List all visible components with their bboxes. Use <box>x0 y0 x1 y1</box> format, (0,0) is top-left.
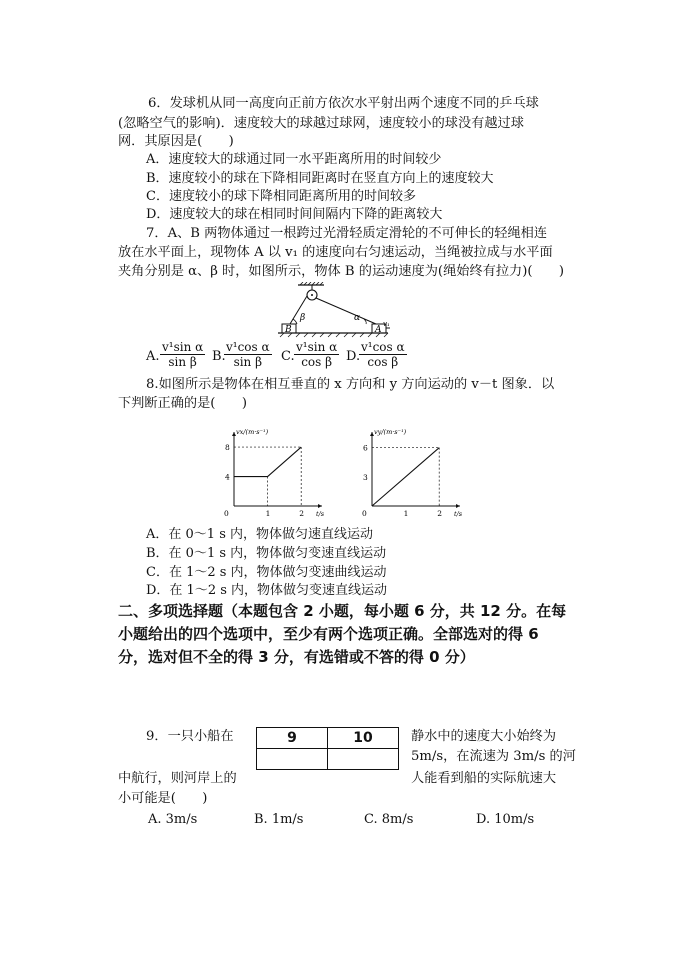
q6-option-b: B．速度较小的球在下降相同距离时在竖直方向上的速度较大 <box>146 171 494 186</box>
score-cell-9: 9 <box>257 728 328 749</box>
block-a-label: A <box>375 325 382 335</box>
velocity-label: v₁ <box>383 320 390 328</box>
q8-option-c: C．在 1～2 s 内，物体做匀变速曲线运动 <box>146 565 387 580</box>
q7-option-a-fraction <box>160 340 205 369</box>
q7-option-c-letter: C. <box>281 349 295 364</box>
q7-line-3: 夹角分别是 α、β 时，如图所示，物体 B 的运动速度为(绳始终有拉力)( ) <box>118 264 565 279</box>
score-table <box>256 727 399 770</box>
rope-right <box>316 298 376 324</box>
angle-beta: β <box>300 313 306 323</box>
q9-part-3: 5m/s，在流速为 3m/s 的河 <box>411 749 576 764</box>
score-cell-empty-1[interactable] <box>257 749 328 770</box>
q6-option-d: D．速度较大的球在相同时间间隔内下降的距离较大 <box>146 207 443 222</box>
section-2-line-3: 分，选对但不全的得 3 分，有选错或不答的得 0 分） <box>118 648 475 666</box>
angle-alpha: α <box>354 313 361 323</box>
x-tick-label: 0 <box>362 509 367 518</box>
q6-line-2: (忽略空气的影响)．速度较大的球越过球网，速度较小的球没有越过球 <box>118 116 524 131</box>
q9-option-b: B. 1m/s <box>254 812 304 827</box>
q7-option-c-fraction <box>294 340 339 369</box>
x-tick-label: 1 <box>403 509 409 518</box>
q7-option-b-letter: B. <box>212 349 226 364</box>
score-cell-10: 10 <box>328 728 399 749</box>
section-2-line-1: 二、多项选择题（本题包含 2 小题，每小题 6 分，共 12 分。在每 <box>118 602 567 620</box>
q9-option-d: D. 10m/s <box>476 812 535 827</box>
y-tick-label: 6 <box>363 443 368 453</box>
y-tick-label: 3 <box>363 472 368 482</box>
q7-option-a-num: v¹sin α <box>162 340 204 354</box>
x-axis-arrow <box>456 504 460 508</box>
series-line <box>234 447 301 476</box>
q9-part-1: 9．一只小船在 <box>146 729 234 744</box>
q8-option-b: B．在 0～1 s 内，物体做匀变速直线运动 <box>146 546 387 561</box>
q9-option-c: C. 8m/s <box>364 812 414 827</box>
q6-line-1: 6．发球机从同一高度向正前方依次水平射出两个速度不同的乒乓球 <box>148 96 539 111</box>
series-line <box>372 448 439 506</box>
score-cell-empty-2[interactable] <box>328 749 399 770</box>
vx-t-chart <box>214 422 328 522</box>
x-tick-label: 2 <box>299 509 304 518</box>
q8-option-d: D．在 1～2 s 内，物体做匀变速直线运动 <box>146 583 388 598</box>
q9-option-a: A. 3m/s <box>148 812 198 827</box>
q8-option-a: A．在 0～1 s 内，物体做匀速直线运动 <box>146 527 373 542</box>
q7-option-d-fraction <box>359 340 407 369</box>
x-tick-label: 0 <box>224 509 229 518</box>
q7-line-1: 7．A、B 两物体通过一根跨过光滑轻质定滑轮的不可伸长的轻绳相连 <box>146 226 548 241</box>
q7-option-c-num: v¹sin α <box>296 340 338 354</box>
x-axis-arrow <box>318 504 322 508</box>
q7-option-a-letter: A. <box>146 349 160 364</box>
q6-option-a: A．速度较大的球通过同一水平距离所用的时间较少 <box>146 152 442 167</box>
q9-part-2: 静水中的速度大小始终为 <box>411 729 557 744</box>
q9-part-4: 中航行，则河岸上的 <box>118 771 237 786</box>
section-2-line-2: 小题给出的四个选项中，至少有两个选项正确。全部选对的得 6 <box>118 625 539 643</box>
block-b-label: B <box>285 325 292 335</box>
x-axis-label: t/s <box>454 510 463 518</box>
q7-option-a-den: sin β <box>168 355 197 369</box>
q9-part-6: 小可能是( ) <box>118 791 208 806</box>
q8-line-1: 8.如图所示是物体在相互垂直的 x 方向和 y 方向运动的 v－t 图象．以 <box>146 377 555 392</box>
q6-line-3: 网．其原因是( ) <box>118 134 234 149</box>
y-tick-label: 8 <box>225 443 230 453</box>
q7-option-d-num: v¹cos α <box>361 340 405 354</box>
q7-option-b-den: sin β <box>233 355 263 369</box>
q8-line-2: 下判断正确的是( ) <box>118 396 247 411</box>
q6-option-c: C．速度较小的球下降相同距离所用的时间较多 <box>146 189 416 204</box>
vy-t-chart <box>352 422 466 522</box>
y-axis-label: vx/(m·s⁻¹) <box>236 428 269 436</box>
y-axis-label: vy/(m·s⁻¹) <box>374 428 407 436</box>
x-axis-label: t/s <box>316 510 325 518</box>
q7-option-b-fraction <box>224 340 272 369</box>
q7-option-b-num: v¹cos α <box>226 340 270 354</box>
q7-option-d-letter: D. <box>346 349 361 364</box>
q7-option-c-den: cos β <box>301 355 333 369</box>
q7-line-2: 放在水平面上，现物体 A 以 v₁ 的速度向右匀速运动，当绳被拉成与水平面 <box>118 245 553 260</box>
q9-part-5: 人能看到船的实际航速大 <box>411 771 557 786</box>
x-tick-label: 2 <box>437 509 442 518</box>
q7-option-d-den: cos β <box>367 355 399 369</box>
x-tick-label: 1 <box>265 509 271 518</box>
y-tick-label: 4 <box>225 472 230 482</box>
pulley-diagram <box>276 282 392 338</box>
